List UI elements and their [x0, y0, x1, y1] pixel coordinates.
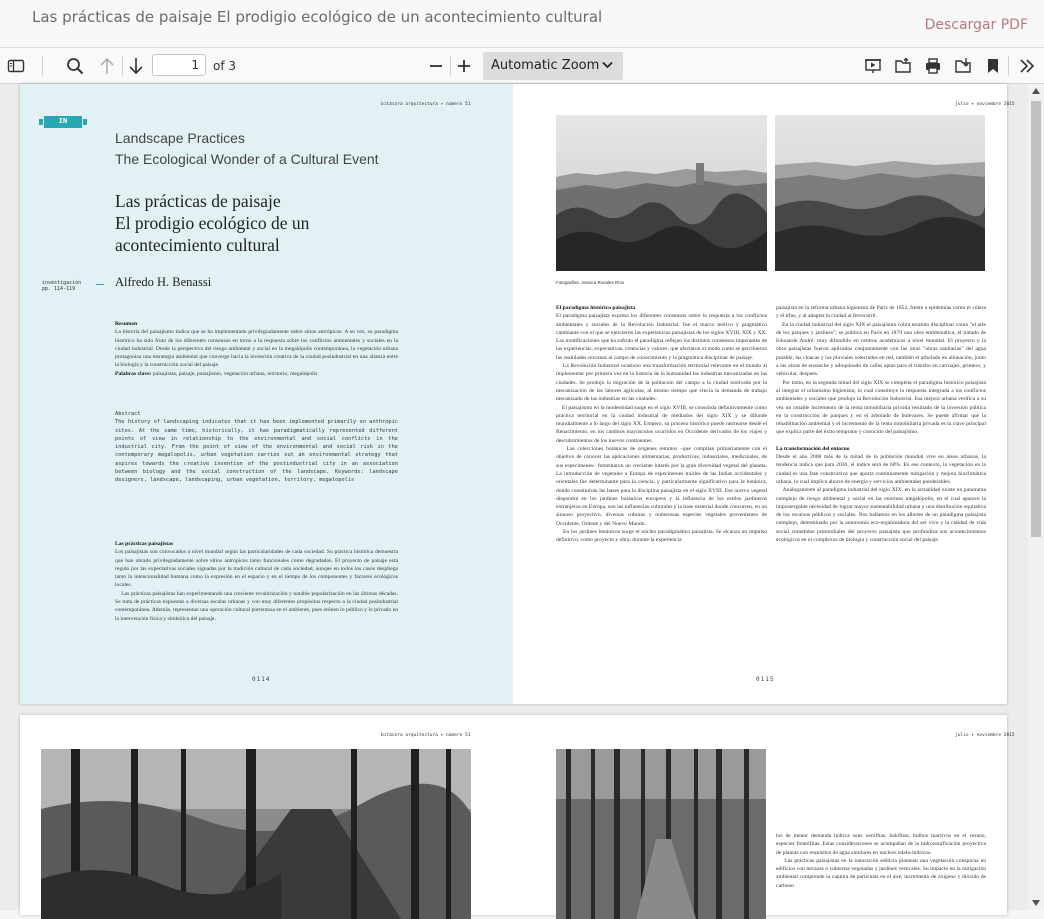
city-skyline-photo — [556, 115, 767, 271]
section-heading: La transformación del entorno — [776, 445, 850, 452]
body-paragraph: Por tanto, en la segunda mitad del siglo XIX se completa el paradigma histórico paisajista al integrar el urbanismo higienista; lo cual constituye la respuesta integrada a los conflictos ambientales y sociales que produjo la Revolución Industrial. Esa mejora urbana verifica a su vez un notable incremento de la renta inmobiliaria privada resultado de la inversión pública en la construcción de parques y en el arbolado de bulevares. Se puede afirmar que la rehabilitación ambiental y el incremento de la renta inmobiliaria privada es la clave principal que explica parte del éxito temprano y conocido del paisajismo. — [776, 379, 986, 436]
find-button[interactable] — [64, 48, 86, 84]
previous-page-button[interactable] — [96, 48, 118, 84]
resumen-text: La historia del paisajismo indica que se ha implementado privilegiadamente sobre sitios antrópicos. A su vez, su paradigma histórico ha sido fruto de los diferentes consensos en torno a la respuesta sobre los conflictos ambientales y sociales en la ciudad industrial. Desde la perspectiva del riesgo ambiental y social en la megalópolis contemporánea, la vegetación urbana protagoniza una estrategia ambiental que converge hacia la invención creativa de la ciudad posindustrial en una alianza entre la biología y la construcción social del paisaje. — [115, 329, 398, 369]
body-paragraph: La Revolución Industrial ocasionó una transformación territorial relevante en el mundo al implementar por primera vez en la historia de la humanidad las industrias mecanizadas en las ciudades. Se produjo la migración de la población del campo a la ciudad motivada por la mecanización de las labores agrícolas, al mismo tiempo que crecía la demanda de trabajo mecanizado de las industrias en las ciudades. — [556, 363, 767, 403]
page-folio: 0115 — [756, 676, 775, 683]
print-icon — [924, 57, 942, 75]
page-115 — [513, 84, 1015, 704]
body-paragraph: Los paisajistas son convocados a nivel mundial según las particularidades de cada sociedad. Su práctica histórica demuestra que han obrado privilegiadamente sobre sitios antrópicos tanto funcionales como degradados. El proyecto de paisaje está regido por las expectativas sociales signadas por la tradición cultural de cada sociedad, aunque en todos los casos despliega tanto la intencionalidad humana como la expresión en el espacio y en el tiempo de los componentes y factores ecológicos locales. — [115, 549, 398, 589]
arrow-down-icon — [128, 57, 144, 75]
body-paragraph: Análogamente al paradigma industrial del siglo XIX, en la actualidad existe un panorama complejo de riesgo ambiental y social en las enormes megalópolis, en el cual aparece la impostergable necesidad de lograr mayor sustentabilidad urbana y una distribución equitativa de los recursos públicos y sociales. Nos hallamos en los albores de un paradigma paisajista complejo, determinado por la autonomía eco-organizadora del ser vivo y la calidad de vida social cometidos primordiales del proyecto paisajista que profundiza sus acontecimientos ecológicos en el complexus de biología y construcción social del paisaje. — [776, 487, 986, 544]
presentation-icon — [864, 57, 882, 75]
double-chevron-right-icon — [1019, 58, 1035, 74]
document-header — [0, 0, 1044, 48]
keywords-label: Palabras clave: — [115, 370, 152, 377]
download-button[interactable] — [952, 48, 974, 84]
zoom-select-value: Automatic Zoom — [491, 58, 600, 73]
abstract-en-block — [115, 410, 398, 485]
download-icon — [954, 57, 972, 75]
article-title — [115, 190, 309, 256]
section-badge — [44, 116, 82, 128]
article-title-line: acontecimiento cultural — [115, 235, 280, 255]
body-column-2 — [776, 304, 986, 544]
scroll-down-arrow-icon[interactable] — [1032, 900, 1040, 906]
page-116 — [20, 715, 513, 915]
page-folio: 0114 — [252, 676, 271, 683]
sidebar-toggle-button[interactable] — [5, 48, 27, 84]
body-paragraph: El paradigma paisajista expresa los diferentes consensos sobre la respuesta a los conflictos ambientales y sociales de la Revolución Industrial; fue el marco teórico y pragmático cambiante con el que se ejercieron las experiencias paisajistas de los siglos XVIII, XIX y XX. Las modificaciones que ha sufrido el paradigma reflejan los distintos consensos imperantes de las experiencias, expectativas, creencias y valores, que afectaron el modo como se percibieron las realidades cercanas al campo de conocimiento y la pragmática disciplinar de paisaje. — [556, 313, 767, 361]
body-column — [776, 832, 986, 890]
forest-trail-photo — [556, 749, 766, 919]
scrollbar-thumb[interactable] — [1031, 101, 1041, 537]
page-114 — [20, 84, 513, 704]
forest-stairs-photo — [41, 749, 471, 919]
tools-menu-button[interactable] — [1016, 48, 1038, 84]
article-title-line: Las prácticas de paisaje — [115, 191, 281, 211]
zoom-in-button[interactable] — [454, 48, 474, 84]
running-head: julio ✦ noviembre 2015 — [955, 733, 1015, 738]
scroll-up-arrow-icon[interactable] — [1032, 88, 1040, 94]
toolbar-separator — [450, 56, 451, 76]
body-paragraph: Las prácticas paisajistas en la naturación edilicia plantean una vegetación conspicua en edificios con terrazas o cubiertas vegetadas y jardines verticales. Su impacto en la mitigación ambiental comprende la captura de partículas en el aire, incremento de oxígeno y dióxido de carbono — [776, 857, 986, 889]
running-head: julio ✦ noviembre 2015 — [955, 102, 1015, 107]
article-meta — [42, 280, 81, 292]
toolbar-separator — [122, 56, 123, 76]
search-icon — [66, 57, 84, 75]
open-file-button[interactable] — [892, 48, 914, 84]
sidebar-toggle-icon — [7, 58, 25, 74]
arrow-up-icon — [99, 57, 115, 75]
pdf-page-spread — [20, 84, 1015, 704]
zoom-select[interactable] — [483, 52, 623, 80]
abstract-text: The history of landscaping indicates that it has been implemented primarily on anthropic sites. At the same time, historically, it has paradigmatically represented different points of view in relationship to the environmental and social conflicts in the industrial city. From the point of view of the environmental and social risk in the contemporary megalopolis, urban vegetation carries out an environmental strategy that aspires towards the creative invention of the postindustrial city in an association between biology and the social construction of the landscape. — [115, 419, 398, 476]
body-paragraph: Desde el año 2008 más de la mitad de la población mundial vive en áreas urbanas, la tendencia indica que para 2030, el índice será de 60%. En ese contexto, la vegetación en la ciudad es una fase constructiva que aporta continuamente mitigación y mejora bioclimática urbana, lo cual implica ahorro de energía y servicios ambientales ponderables. — [776, 454, 986, 485]
minus-icon — [428, 58, 444, 74]
section-heading: El paradigma histórico paisajista — [556, 305, 636, 311]
resumen-heading: Resumen — [115, 321, 138, 327]
page-count-label: of 3 — [213, 59, 237, 73]
abstract-es-block — [115, 320, 398, 378]
toolbar-separator — [42, 56, 43, 76]
article-title-line: El prodigio ecológico de un — [115, 213, 310, 233]
article-pages: pp. 114-119 — [42, 286, 76, 292]
plus-icon — [456, 58, 472, 74]
section-heading: Las prácticas paisajistas — [115, 541, 174, 547]
english-title — [115, 128, 379, 170]
pdf-page-spread — [20, 715, 1015, 915]
article-category: investigación — [42, 280, 82, 286]
toolbar-separator — [1008, 56, 1009, 76]
abstract-keywords: Keywords: landscape designers, landscape, landscaping, urban vegetation, territory, megalopolis — [115, 469, 398, 484]
next-page-button[interactable] — [125, 48, 147, 84]
section-badge-label: IN — [58, 117, 68, 125]
body-section — [115, 540, 398, 623]
body-paragraph: Las prácticas paisajistas han experimentando una creciente revalorización y notable popularización en las últimas décadas. Se trata de prácticas expuestas a diversas escalas urbanas y con muy diferentes propósitos respecto a la ciudad posindustrial contemporánea. Además, representan una operación cultural portentosa en el ambiente, pues reúnen lo público y lo privado en la intervención física y simbólica del paisaje. — [115, 590, 398, 622]
print-button[interactable] — [922, 48, 944, 84]
english-title-line: Landscape Practices — [115, 130, 245, 146]
meta-divider — [96, 284, 104, 285]
bookmark-button[interactable] — [982, 48, 1004, 84]
download-pdf-link[interactable]: Descargar PDF — [924, 17, 1028, 33]
bookmark-icon — [986, 57, 1000, 75]
keywords-text: paisajistas, paisaje, paisajismo, vegetación urbana, territorio, megalópolis — [152, 370, 318, 377]
vertical-scrollbar[interactable] — [1028, 84, 1044, 910]
page-117 — [513, 715, 1015, 915]
body-paragraph: los de menor demanda hídrica sons xerófitas, halófitas, bulbos inactivos en el verano, especies freatófitas. Estas consideraciones se acompañan de la hidrozonificación proyectiva de plantas con requisitos de agua similares en núcleos edafo-hídricos. — [776, 833, 986, 856]
zoom-out-button[interactable] — [426, 48, 446, 84]
body-column-1 — [556, 304, 767, 545]
running-head: bitácora arquitectura ✦ número 51 — [381, 102, 471, 107]
body-paragraph: paisajista en la reforma urbana higienista de París de 1852, frente a epidemias como el cólera y el tifus, y al adaptar la ciudad al ferrocarril. — [776, 305, 986, 320]
presentation-mode-button[interactable] — [862, 48, 884, 84]
body-paragraph: En los jardines botánicos surge el núcleo paradigmático paisajista. Se alcanza un impulso definitivo, como proyecto y obra, durante la experiencia — [556, 529, 768, 544]
body-paragraph: Las colecciones botánicas de orígenes remotos –que cumplían primariamente con el objetivo de conocer las aplicaciones alimentarias, productivas, industriales, medicinales, de sus especímenes– fomentaron un creciente interés por la gran diversidad vegetal del planeta. La introducción de vegetales a Europa de especímenes traídos de las Indias occidentales y orientales fue determinante para la ciencia, y particularmente significativo para la botánica, donde constituirán las bases para la disciplina paisajista en el siglo XVIII. Ese acervo vegetal dispondrá en los jardines botánicos europeos y la influencia de los estilos jardineros extranjeros en Europa, son las influencias culturales y la base material donde concurren, en un sinuoso proyectivo, diversas culturas y numerosas especies vegetales provenientes de Occidente, Oriente y del Nuevo Mundo. — [556, 446, 768, 527]
photo-caption: Fotografías: Jessica Rosales Ríos — [556, 280, 625, 285]
document-title: Las prácticas de paisaje El prodigio ecológico de un acontecimiento cultural — [32, 8, 603, 26]
abstract-heading: Abstract — [115, 411, 141, 417]
chevron-down-icon — [602, 61, 613, 69]
page-number-input[interactable] — [152, 54, 206, 76]
body-paragraph: En la ciudad industrial del siglo XIX el paisajismo cobra estatuto disciplinar como "el arte de los parques y jardines"; se publica en París en 1879 una obra emblemática, el tratado de Edouarde André; muy difundido en centros académicos a nivel mundial. El proyecto y la obra paisajistas fueron aplicados conjuntamente con las otras "obras sanitarias" del agua potable, las cloacas y los pluviales soterrados en red, también el arbolado en alineación, junto a las obras de ensanche y adoquinado de calles aptas para el tránsito en carruajes, primero, y vehicular, después. — [776, 321, 986, 378]
running-head: bitácora arquitectura ✦ número 51 — [381, 733, 471, 738]
rooftops-photo — [775, 115, 985, 271]
article-author: Alfredo H. Benassi — [115, 275, 212, 289]
open-file-icon — [894, 57, 912, 75]
english-title-line: The Ecological Wonder of a Cultural Event — [115, 151, 379, 167]
body-paragraph: El paisajismo en la modernidad surge en el siglo XVIII, se consolida definitivamente como práctica territorial en la ciudad industrial de mediados del siglo XIX y se difunde mundialmente a lo largo del siglo XX. Empero, su proceso histórico puede rastrearse desde el Renacimiento, en los cambios mayúsculos ocurridos en Occidente derivados de los viajes y descubrimientos de los nuevos continentes. — [556, 404, 767, 444]
